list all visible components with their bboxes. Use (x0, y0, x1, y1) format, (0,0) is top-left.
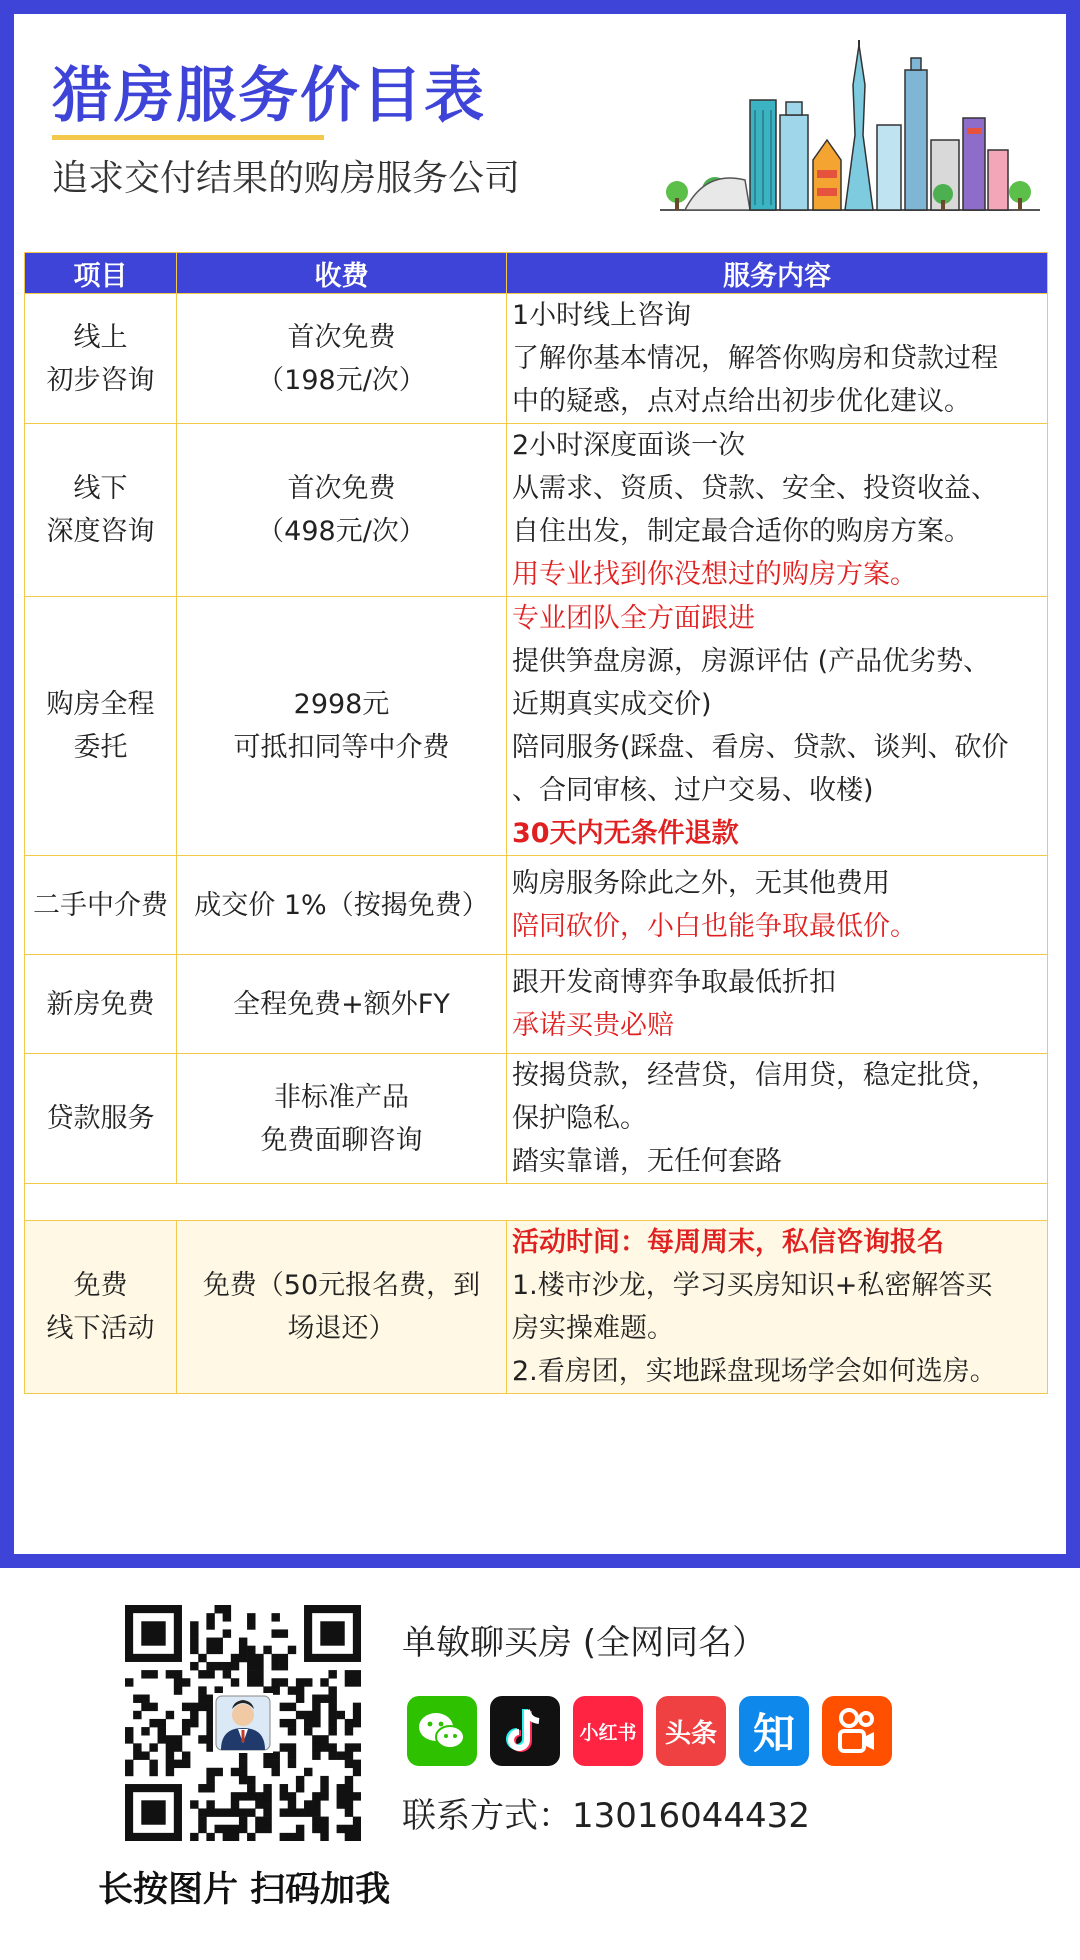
content-line: 活动时间：每周周末，私信咨询报名 (512, 1227, 944, 1258)
xiaohongshu-label: 小红书 (579, 1721, 637, 1744)
city-skyline-illustration (655, 40, 1045, 215)
content-cell (507, 597, 1048, 856)
content-cell (507, 294, 1048, 424)
content-line: 了解你基本情况，解答你购房和贷款过程 (512, 343, 998, 374)
page-subtitle: 追求交付结果的购房服务公司 (52, 158, 521, 199)
qr-caption: 长按图片 扫码加我 (98, 1870, 391, 1910)
qr-code (125, 1605, 361, 1841)
cell-line: 购房全程 (46, 689, 155, 720)
content-line: 30天内无条件退款 (512, 818, 739, 849)
cell-line: 初步咨询 (46, 364, 155, 396)
toutiao-icon (656, 1696, 726, 1766)
content-line: 购房服务除此之外，无其他费用 (512, 868, 890, 899)
content-line: 房实操难题。 (512, 1313, 674, 1344)
item-cell (25, 955, 177, 1054)
content-line: 踏实靠谱，无任何套路 (512, 1146, 782, 1177)
page-title: 猎房服务价目表 (52, 61, 486, 131)
content-cell (507, 856, 1048, 955)
item-cell (25, 1221, 177, 1394)
content-line: 陪同砍价，小白也能争取最低价。 (512, 911, 917, 942)
spacer-cell (25, 1184, 1048, 1221)
cell-line: 非标准产品 (274, 1081, 409, 1113)
content-line: 、合同审核、过户交易、收楼) (512, 775, 874, 806)
content-line: 按揭贷款，经营贷，信用贷，稳定批贷， (512, 1060, 998, 1091)
social-icons (407, 1696, 892, 1766)
table-spacer-row (25, 1184, 1048, 1221)
cell-line: （198元/次） (257, 364, 426, 396)
header-content: 服务内容 (507, 253, 1048, 294)
content-line: 承诺买贵必赔 (512, 1010, 674, 1041)
cell-line: 二手中介费 (33, 889, 168, 921)
content-line: 从需求、资质、贷款、安全、投资收益、 (512, 473, 998, 504)
item-cell (25, 424, 177, 597)
content-line: 1小时线上咨询 (512, 300, 692, 331)
item-cell (25, 294, 177, 424)
cell-line: 场退还） (287, 1313, 396, 1344)
content-cell (507, 955, 1048, 1054)
content-line: 2小时深度面谈一次 (512, 430, 746, 461)
table-header-row (25, 253, 1048, 294)
table-row (25, 955, 1048, 1054)
item-cell (25, 1054, 177, 1184)
kuaishou-icon (822, 1696, 892, 1766)
item-cell (25, 856, 177, 955)
content-cell (507, 1221, 1048, 1394)
contact-info: 联系方式：13016044432 (402, 1796, 810, 1836)
fee-cell (177, 424, 507, 597)
cell-line: 免费 (73, 1270, 128, 1301)
table-row (25, 1054, 1048, 1184)
cell-line: 线下 (73, 473, 128, 504)
wechat-icon (407, 1696, 477, 1766)
cell-line: 委托 (73, 732, 128, 763)
fee-cell (177, 1221, 507, 1394)
table-row (25, 294, 1048, 424)
fee-cell (177, 955, 507, 1054)
header-fee: 收费 (177, 253, 507, 294)
zhihu-label: 知 (752, 1709, 795, 1758)
fee-cell (177, 597, 507, 856)
fee-cell (177, 856, 507, 955)
header-item: 项目 (25, 253, 177, 294)
cell-line: 深度咨询 (46, 516, 155, 547)
cell-line: 全程免费+额外FY (233, 988, 450, 1020)
content-cell (507, 424, 1048, 597)
content-line: 专业团队全方面跟进 (512, 603, 755, 634)
content-line: 用专业找到你没想过的购房方案。 (512, 559, 917, 590)
cell-line: 线下活动 (46, 1313, 155, 1344)
price-table (24, 252, 1048, 1394)
toutiao-label: 头条 (664, 1718, 717, 1749)
cell-line: 线上 (73, 321, 128, 353)
content-line: 中的疑惑，点对点给出初步优化建议。 (512, 386, 971, 417)
content-line: 跟开发商博弈争取最低折扣 (512, 967, 836, 998)
cell-line: 新房免费 (46, 988, 155, 1020)
content-line: 1.楼市沙龙，学习买房知识+私密解答买 (512, 1270, 993, 1301)
cell-line: 成交价 1%（按揭免费） (194, 889, 489, 921)
cell-line: 首次免费 (287, 473, 396, 504)
cell-line: 免费面聊咨询 (260, 1124, 423, 1156)
xiaohongshu-icon (573, 1696, 643, 1766)
table-row (25, 1221, 1048, 1394)
fee-cell (177, 1054, 507, 1184)
cell-line: 免费（50元报名费，到 (202, 1270, 481, 1301)
cell-line: （498元/次） (257, 516, 426, 547)
table-row (25, 424, 1048, 597)
item-cell (25, 597, 177, 856)
brand-name: 单敏聊买房 (全网同名） (402, 1623, 767, 1663)
cell-line: 可抵扣同等中介费 (233, 732, 450, 763)
cell-line: 2998元 (293, 689, 390, 720)
cell-line: 首次免费 (287, 321, 396, 353)
content-line: 陪同服务(踩盘、看房、贷款、谈判、砍价 (512, 732, 1009, 763)
fee-cell (177, 294, 507, 424)
cell-line: 贷款服务 (46, 1103, 155, 1134)
douyin-icon (490, 1696, 560, 1766)
zhihu-icon (739, 1696, 809, 1766)
content-line: 保护隐私。 (512, 1103, 647, 1134)
table-row (25, 597, 1048, 856)
table-row (25, 856, 1048, 955)
content-line: 2.看房团，实地踩盘现场学会如何选房。 (512, 1356, 997, 1387)
content-line: 近期真实成交价) (512, 689, 712, 720)
content-line: 自住出发，制定最合适你的购房方案。 (512, 516, 971, 547)
title-underline (52, 135, 324, 140)
content-cell (507, 1054, 1048, 1184)
content-line: 提供笋盘房源，房源评估 (产品优劣势、 (512, 646, 991, 677)
